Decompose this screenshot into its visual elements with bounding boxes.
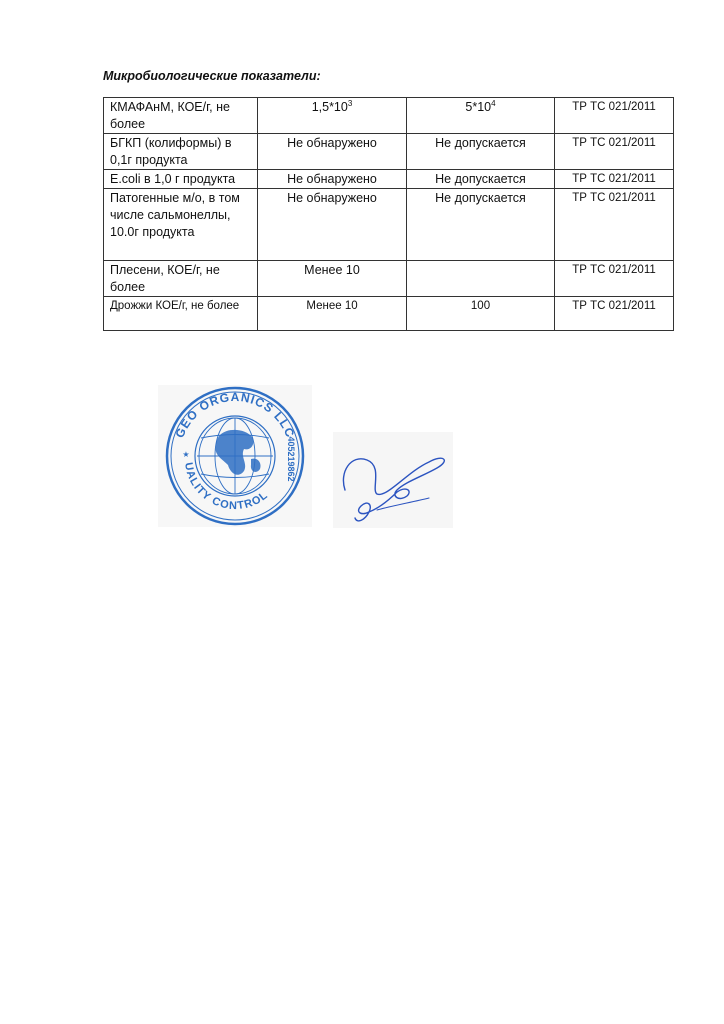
standard-ref: ТР ТС 021/2011	[555, 261, 674, 297]
indicator-name: Плесени, КОЕ/г, не более	[104, 261, 258, 297]
result-value: Не обнаружено	[258, 189, 407, 261]
indicator-name: КМАФАнМ, КОЕ/г, не более	[104, 98, 258, 134]
indicator-name: Дрожжи КОЕ/г, не более	[104, 297, 258, 331]
standard-ref: ТР ТС 021/2011	[555, 170, 674, 189]
table-row	[104, 134, 674, 170]
result-value: Менее 10	[258, 261, 407, 297]
table-row	[104, 297, 674, 331]
norm-value	[407, 98, 555, 134]
norm-value	[407, 261, 555, 297]
norm-exponent: 4	[491, 98, 496, 108]
signature	[333, 432, 453, 528]
stamp-id-number: 405219862	[286, 436, 296, 482]
result-base: 1,5*10	[311, 100, 348, 114]
result-value: Не обнаружено	[258, 134, 407, 170]
stamp-bottom-text: UALITY CONTROL	[182, 461, 271, 513]
norm-value: Не допускается	[407, 170, 555, 189]
table-row	[104, 170, 674, 189]
microbiology-table	[103, 97, 674, 331]
indicator-name: БГКП (колиформы) в 0,1г продукта	[104, 134, 258, 170]
indicator-name: E.coli в 1,0 г продукта	[104, 170, 258, 189]
standard-ref: ТР ТС 021/2011	[555, 98, 674, 134]
section-title: Микробиологические показатели:	[103, 69, 321, 83]
result-value: Менее 10	[258, 297, 407, 331]
stamp-top-text: GEO ORGANICS LLC	[172, 389, 298, 440]
standard-ref: ТР ТС 021/2011	[555, 134, 674, 170]
table-row	[104, 98, 674, 134]
result-exponent: 3	[347, 98, 353, 108]
norm-value: Не допускается	[407, 189, 555, 261]
company-stamp	[158, 385, 312, 527]
table-row	[104, 189, 674, 261]
result-value: Не обнаружено	[258, 170, 407, 189]
standard-ref: ТР ТС 021/2011	[555, 189, 674, 261]
indicator-name: Патогенные м/о, в том числе сальмонеллы, 10.0г продукта	[104, 189, 258, 261]
norm-base: 5*10	[465, 100, 492, 114]
norm-value: 100	[407, 297, 555, 331]
standard-ref: ТР ТС 021/2011	[555, 297, 674, 331]
norm-value: Не допускается	[407, 134, 555, 170]
table-row	[104, 261, 674, 297]
result-value	[258, 98, 407, 134]
svg-text:★: ★	[182, 450, 190, 459]
